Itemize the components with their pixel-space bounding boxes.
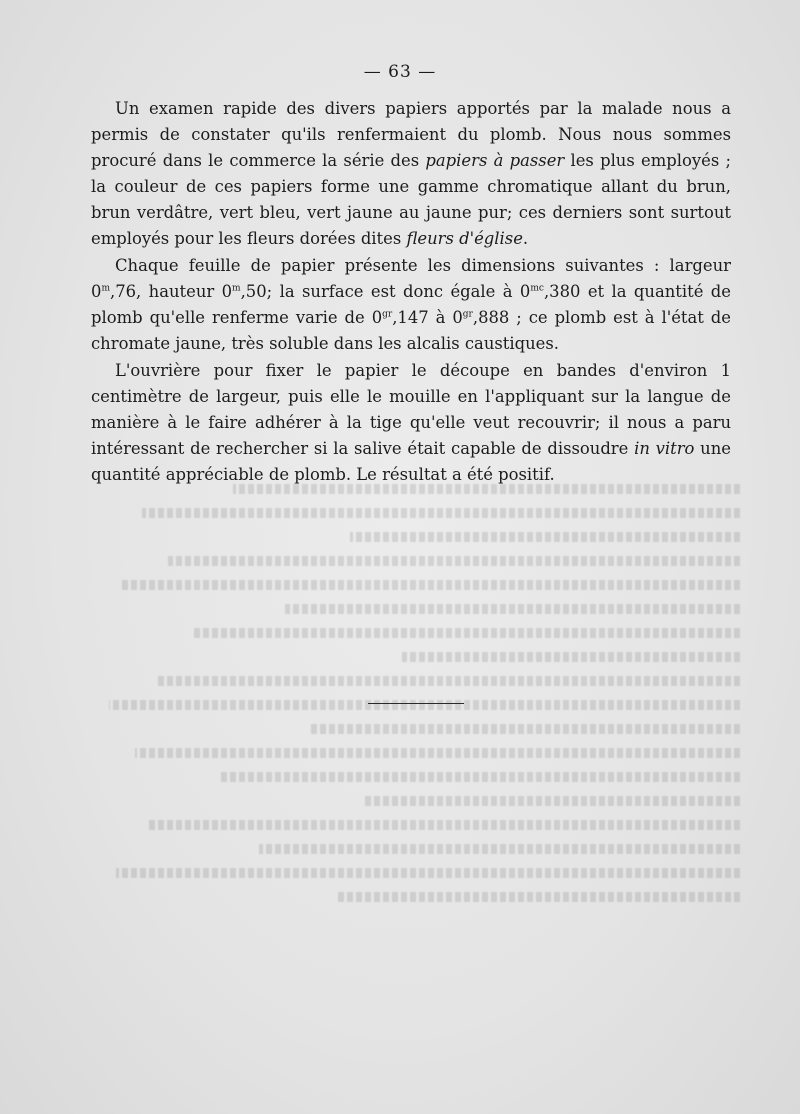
unit-superscript: mc	[530, 283, 544, 294]
text-run: ,888 ; ce plomb est à l'état de chromate jaune, très soluble dans les alcalis caustiques.	[91, 308, 731, 353]
unit-superscript: gr	[382, 309, 393, 320]
body-text	[91, 96, 731, 488]
text-run: ,380 et la quantité de plomb qu'elle renferme varie de 0	[91, 282, 731, 327]
text-run: L'ouvrière pour fixer le papier le découpe en bandes d'environ 1 centimètre de largeur, puis elle le mouille en l'appliquant sur la langue de manière à le faire adhérer à la tige qu'elle veut recouvrir; il nous a paru intéressant de rechercher si la salive était capable de dissoudre	[91, 361, 731, 458]
page-number: — 63 —	[363, 62, 437, 82]
text-run: une quantité appréciable de plomb. Le résultat a été positif.	[91, 439, 731, 484]
text-run: ,147 à 0	[392, 308, 463, 327]
italic-run: papiers à passer	[425, 151, 565, 170]
unit-superscript: gr	[462, 309, 473, 320]
unit-superscript: m	[101, 283, 110, 294]
italic-run: fleurs d'église	[406, 229, 523, 248]
paragraph-2	[91, 253, 731, 357]
section-divider	[368, 703, 464, 704]
unit-superscript: m	[232, 283, 241, 294]
reverse-side-show-through	[90, 470, 740, 990]
italic-run: in vitro	[634, 439, 695, 458]
text-run: les plus employés ; la couleur de ces papiers forme une gamme chromatique allant du brun, brun verdâtre, vert bleu, vert jaune au jaune pur; ces derniers sont surtout employés pour les fleurs dorées dites	[91, 151, 731, 248]
paragraph-1	[91, 96, 731, 252]
text-run: ,76, hauteur 0	[109, 282, 233, 301]
text-run: Chaque feuille de papier présente les dimensions suivantes : largeur 0	[91, 256, 731, 301]
paragraph-3	[91, 358, 731, 488]
text-run: .	[522, 229, 529, 248]
text-run: Un examen rapide des divers papiers apportés par la malade nous a permis de constater qu'ils renfermaient du plomb. Nous nous sommes procuré dans le commerce la série des	[91, 99, 731, 170]
text-run: ,50; la surface est donc égale à 0	[240, 282, 531, 301]
